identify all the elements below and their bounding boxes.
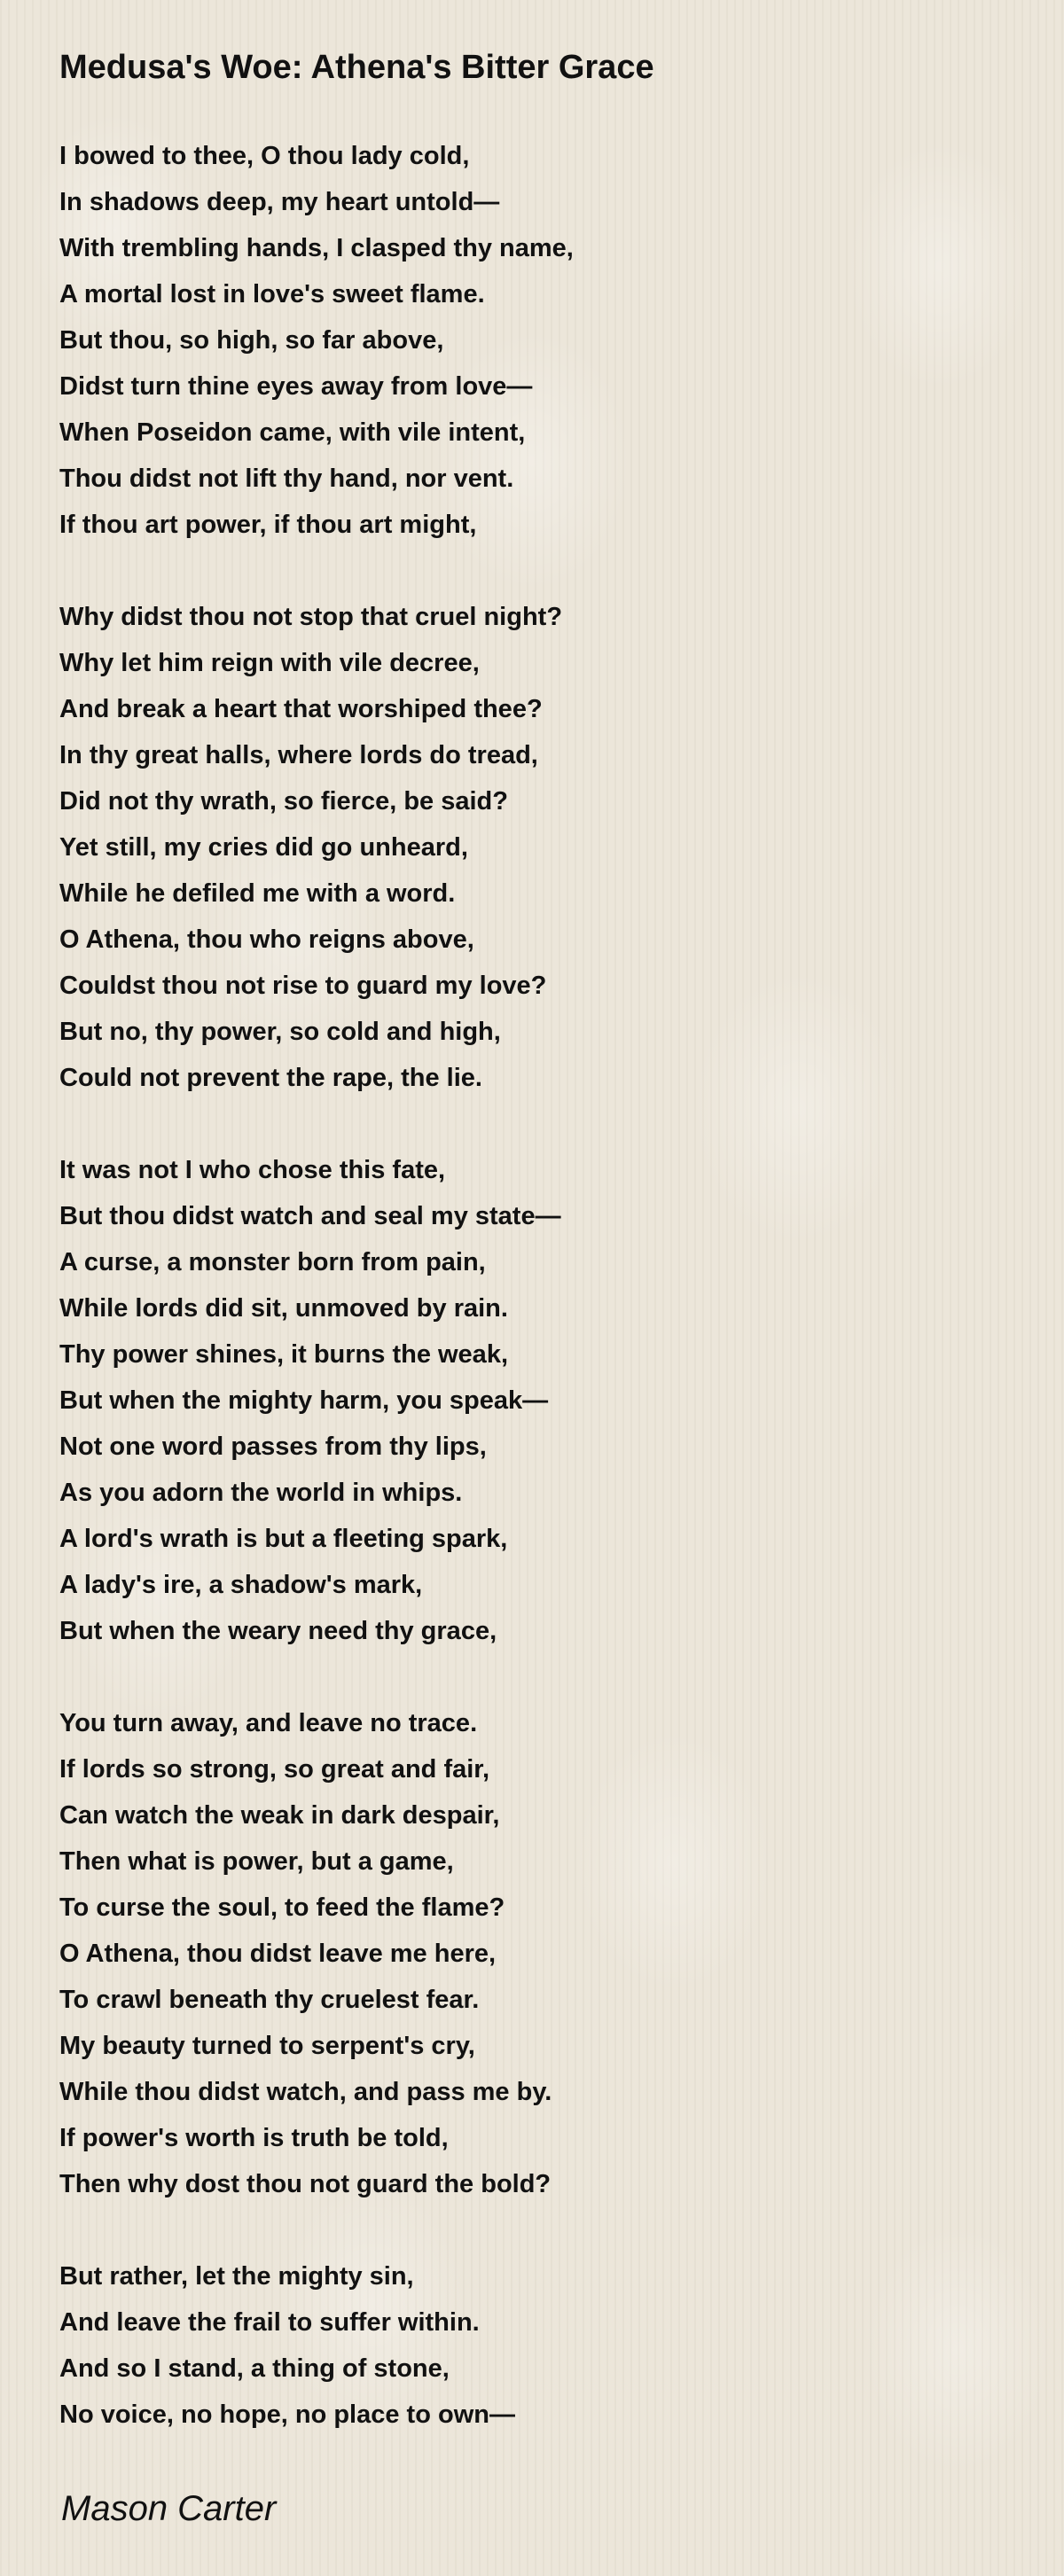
poem-line: O Athena, thou who reigns above, xyxy=(59,925,474,954)
poem-line: If lords so strong, so great and fair, xyxy=(59,1755,490,1784)
poem-line: Couldst thou not rise to guard my love? xyxy=(59,972,547,1000)
poem-line: When Poseidon came, with vile intent, xyxy=(59,418,526,447)
poem-line: But rather, let the mighty sin, xyxy=(59,2262,414,2291)
poem-line: But no, thy power, so cold and high, xyxy=(59,1018,501,1046)
poem-line: A curse, a monster born from pain, xyxy=(59,1248,486,1276)
poem-stanza xyxy=(59,1700,1035,2207)
poem-line: But when the mighty harm, you speak— xyxy=(59,1386,549,1415)
poem-line: While lords did sit, unmoved by rain. xyxy=(59,1294,508,1323)
poem-author: Mason Carter xyxy=(61,2489,277,2528)
poem-line: My beauty turned to serpent's cry, xyxy=(59,2032,475,2060)
poem-title: Medusa's Woe: Athena's Bitter Grace xyxy=(59,49,654,86)
poem-line: It was not I who chose this fate, xyxy=(59,1156,446,1184)
poem-line: To curse the soul, to feed the flame? xyxy=(59,1893,505,1922)
poem-stanza xyxy=(59,133,1035,548)
poem-line: Did not thy wrath, so fierce, be said? xyxy=(59,787,508,816)
poem-line: Why let him reign with vile decree, xyxy=(59,649,480,677)
poem-line: And leave the frail to suffer within. xyxy=(59,2308,480,2337)
poem-line: A lord's wrath is but a fleeting spark, xyxy=(59,1525,508,1553)
poem-line: A mortal lost in love's sweet flame. xyxy=(59,280,485,308)
poem-line: But thou, so high, so far above, xyxy=(59,326,444,355)
poem-stanza xyxy=(59,1147,1035,1654)
poem-line: And break a heart that worshiped thee? xyxy=(59,695,543,723)
poem-line: Yet still, my cries did go unheard, xyxy=(59,833,468,862)
poem-line: You turn away, and leave no trace. xyxy=(59,1709,478,1737)
poem-line: Could not prevent the rape, the lie. xyxy=(59,1064,482,1092)
poem-stanza xyxy=(59,594,1035,1101)
poem-line: Didst turn thine eyes away from love— xyxy=(59,372,533,401)
poem-line: Thy power shines, it burns the weak, xyxy=(59,1340,508,1369)
poem-line: While he defiled me with a word. xyxy=(59,879,456,908)
poem-line: As you adorn the world in whips. xyxy=(59,1479,463,1507)
poem-line: Not one word passes from thy lips, xyxy=(59,1432,487,1461)
poem-line: Why didst thou not stop that cruel night? xyxy=(59,603,563,631)
poem-line: I bowed to thee, O thou lady cold, xyxy=(59,142,470,170)
poem-line: Thou didst not lift thy hand, nor vent. xyxy=(59,464,514,493)
poem-line: A lady's ire, a shadow's mark, xyxy=(59,1571,423,1599)
poem-line: But thou didst watch and seal my state— xyxy=(59,1202,561,1230)
poem-line: And so I stand, a thing of stone, xyxy=(59,2354,450,2383)
poem-line: Then what is power, but a game, xyxy=(59,1847,454,1876)
poem-line: With trembling hands, I clasped thy name, xyxy=(59,234,574,262)
poem-line: In shadows deep, my heart untold— xyxy=(59,188,500,216)
poem-line: No voice, no hope, no place to own— xyxy=(59,2400,515,2429)
poem-body xyxy=(59,133,1035,2484)
poem-stanza xyxy=(59,2253,1035,2438)
poem-line: O Athena, thou didst leave me here, xyxy=(59,1940,497,1968)
poem-line: If thou art power, if thou art might, xyxy=(59,511,477,539)
poem-line: In thy great halls, where lords do tread, xyxy=(59,741,538,769)
poem-line: If power's worth is truth be told, xyxy=(59,2124,449,2152)
poem-line: But when the weary need thy grace, xyxy=(59,1617,497,1645)
poem-line: While thou didst watch, and pass me by. xyxy=(59,2078,552,2106)
poem-line: Can watch the weak in dark despair, xyxy=(59,1801,500,1830)
poem-line: To crawl beneath thy cruelest fear. xyxy=(59,1986,480,2014)
poem-line: Then why dost thou not guard the bold? xyxy=(59,2170,552,2198)
